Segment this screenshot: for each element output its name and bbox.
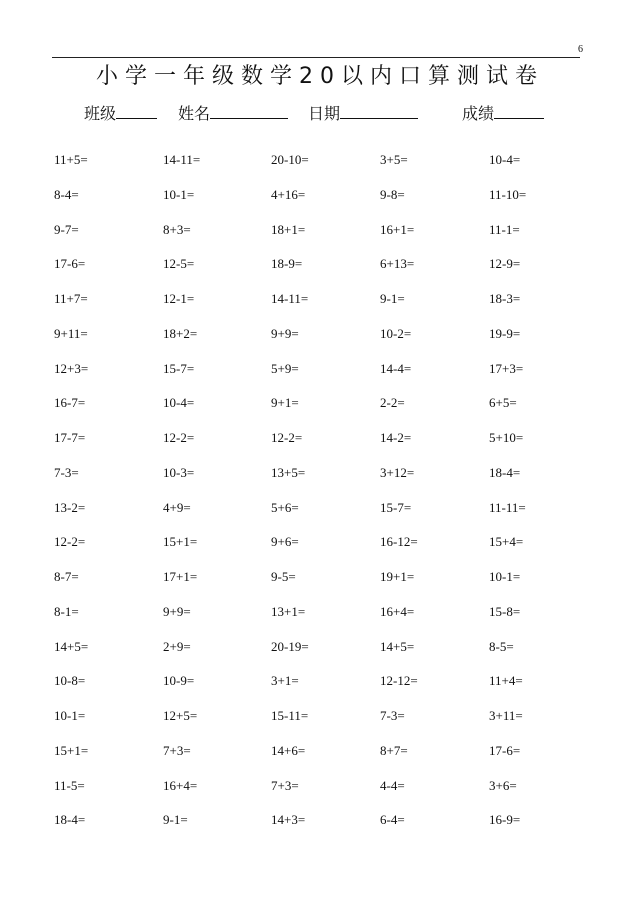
- problem-item: 14-2=: [380, 430, 412, 445]
- problem-item: 15-7=: [380, 499, 412, 515]
- problem-item: 15-7=: [163, 360, 195, 376]
- problem-item: 5+10=: [489, 430, 524, 445]
- problem-item: 10-1=: [489, 569, 521, 584]
- problem-item: 14-11=: [271, 291, 309, 306]
- problem-item: 11-10=: [489, 186, 527, 202]
- name-label: 姓名: [178, 104, 211, 123]
- problem-item: 7+3=: [271, 777, 299, 793]
- problem-item: 14-11=: [163, 152, 201, 167]
- problem-item: 16-12=: [380, 534, 418, 550]
- problem-item: 11-5=: [54, 777, 85, 793]
- problem-item: 13-2=: [54, 499, 86, 515]
- page-title: 小学一年级数学20以内口算测试卷: [96, 64, 544, 89]
- problem-item: 10-3=: [163, 464, 195, 480]
- problem-item: 16+4=: [380, 603, 415, 619]
- problem-item: 8-5=: [489, 638, 514, 654]
- problem-item: 14+5=: [54, 638, 89, 654]
- problem-item: 14+3=: [271, 812, 306, 828]
- problem-item: 10-2=: [380, 325, 412, 341]
- problem-item: 11+7=: [54, 291, 88, 306]
- problem-item: 12-2=: [271, 430, 303, 445]
- problem-item: 6-4=: [380, 812, 405, 828]
- problem-item: 12-12=: [380, 673, 418, 689]
- problem-item: 4+16=: [271, 186, 306, 202]
- problem-item: 3+6=: [489, 777, 517, 793]
- problem-item: 19-9=: [489, 325, 521, 341]
- problem-item: 3+1=: [271, 673, 299, 689]
- problem-item: 7-3=: [54, 464, 79, 480]
- problem-item: 15+4=: [489, 534, 524, 550]
- problem-item: 12-5=: [163, 256, 195, 272]
- problem-item: 17+1=: [163, 569, 198, 584]
- date-label: 日期: [308, 104, 341, 123]
- problem-item: 18-4=: [489, 464, 521, 480]
- problem-item: 18-3=: [489, 291, 521, 306]
- problem-item: 15-11=: [271, 708, 309, 723]
- problem-item: 13+5=: [271, 464, 306, 480]
- problem-item: 9-7=: [54, 221, 79, 237]
- problem-item: 11+4=: [489, 673, 523, 689]
- problem-item: 9+9=: [163, 603, 191, 619]
- problem-item: 17-6=: [54, 256, 86, 272]
- problem-item: 15+1=: [54, 742, 89, 758]
- problem-item: 10-4=: [489, 152, 521, 167]
- problem-item: 8+7=: [380, 742, 408, 758]
- problem-item: 8+3=: [163, 221, 191, 237]
- problem-item: 8-1=: [54, 603, 79, 619]
- problem-item: 18+2=: [163, 325, 198, 341]
- problem-item: 12-2=: [54, 534, 86, 550]
- problem-item: 11-1=: [489, 221, 520, 237]
- problem-item: 9+6=: [271, 534, 299, 550]
- problem-item: 4+9=: [163, 499, 191, 515]
- problem-item: 13+1=: [271, 603, 306, 619]
- problem-item: 17+3=: [489, 360, 524, 376]
- problem-item: 11+5=: [54, 152, 88, 167]
- problem-item: 17-6=: [489, 742, 521, 758]
- problem-item: 14+5=: [380, 638, 415, 654]
- problem-item: 20-19=: [271, 638, 309, 654]
- problem-item: 19+1=: [380, 569, 415, 584]
- score-label: 成绩: [462, 104, 495, 123]
- problem-item: 9-5=: [271, 569, 296, 584]
- problem-item: 8-7=: [54, 569, 79, 584]
- problem-item: 12-9=: [489, 256, 521, 272]
- problem-item: 9+11=: [54, 325, 88, 341]
- problem-item: 9-1=: [163, 812, 188, 828]
- problem-item: 10-4=: [163, 395, 195, 411]
- problem-item: 3+5=: [380, 152, 408, 167]
- problem-item: 9-1=: [380, 291, 405, 306]
- problem-item: 16+1=: [380, 221, 415, 237]
- problem-item: 16-9=: [489, 812, 521, 828]
- problem-item: 5+9=: [271, 360, 299, 376]
- problem-item: 12+3=: [54, 360, 89, 376]
- problem-item: 2+9=: [163, 638, 191, 654]
- problem-item: 10-9=: [163, 673, 195, 689]
- problem-item: 9+1=: [271, 395, 299, 411]
- problem-item: 4-4=: [380, 777, 405, 793]
- problem-item: 16+4=: [163, 777, 198, 793]
- problem-item: 18-9=: [271, 256, 303, 272]
- problem-item: 5+6=: [271, 499, 299, 515]
- problem-item: 3+11=: [489, 708, 523, 723]
- problem-item: 18+1=: [271, 221, 306, 237]
- problem-item: 9+9=: [271, 325, 299, 341]
- problem-item: 10-1=: [54, 708, 86, 723]
- problem-item: 12+5=: [163, 708, 198, 723]
- problem-item: 14-4=: [380, 360, 412, 376]
- problem-item: 16-7=: [54, 395, 86, 411]
- problem-item: 10-8=: [54, 673, 86, 689]
- problem-item: 12-1=: [163, 291, 195, 306]
- problem-item: 18-4=: [54, 812, 86, 828]
- class-label: 班级: [84, 104, 117, 123]
- problem-item: 7+3=: [163, 742, 191, 758]
- problem-item: 20-10=: [271, 152, 309, 167]
- problem-item: 6+5=: [489, 395, 517, 411]
- problem-item: 9-8=: [380, 186, 405, 202]
- problem-item: 15+1=: [163, 534, 198, 550]
- problem-item: 8-4=: [54, 186, 79, 202]
- problem-item: 2-2=: [380, 395, 405, 411]
- problem-item: 12-2=: [163, 430, 195, 445]
- problem-item: 7-3=: [380, 708, 405, 723]
- problem-item: 3+12=: [380, 464, 415, 480]
- page-number: 6: [578, 44, 583, 55]
- problem-item: 14+6=: [271, 742, 306, 758]
- problem-item: 15-8=: [489, 603, 521, 619]
- problem-item: 17-7=: [54, 430, 86, 445]
- problem-item: 11-11=: [489, 499, 526, 515]
- problem-item: 10-1=: [163, 186, 195, 202]
- problem-item: 6+13=: [380, 256, 415, 272]
